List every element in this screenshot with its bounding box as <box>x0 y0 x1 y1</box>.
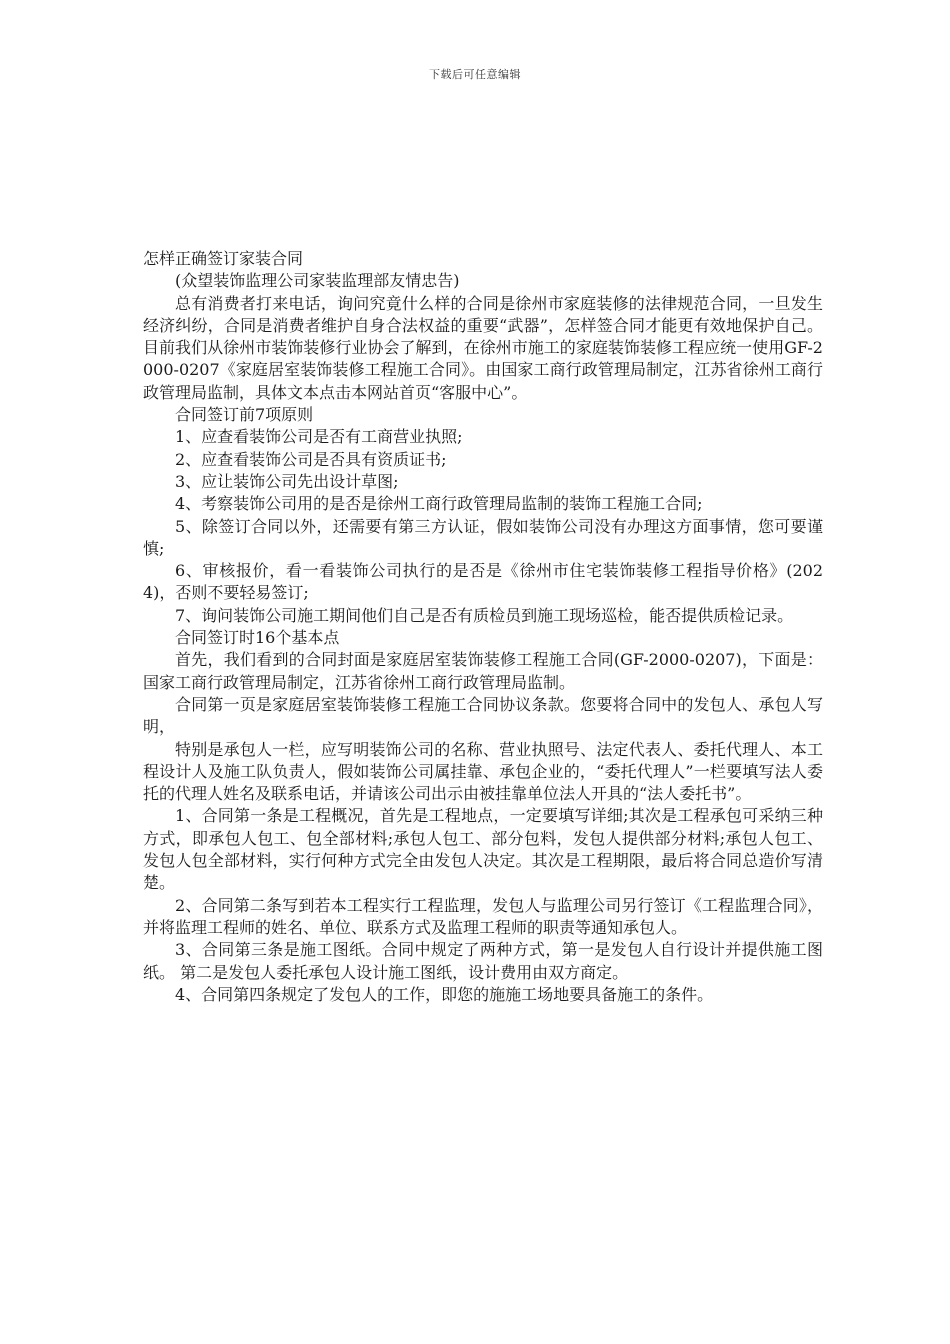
document-subtitle: (众望装饰监理公司家装监理部友情忠告) <box>175 271 460 291</box>
body-paragraph: 首先，我们看到的合同封面是家庭居室装饰装修工程施工合同(GF-2000-0207)，下面是：国家工商行政管理局制定，江苏省徐州工商行政管理局监制。 <box>143 650 823 692</box>
section-heading-principles: 合同签订前7项原则 <box>175 405 314 425</box>
document-title: 怎样正确签订家装合同 <box>143 249 304 268</box>
clause-item: 2、合同第二条写到若本工程实行工程监理，发包人与监理公司另行签订《工程监理合同》，并将监理工程师的姓名、单位、联系方式及监理工程师的职责等通知承包人。 <box>143 895 823 937</box>
intro-paragraph: 总有消费者打来电话，询问究竟什么样的合同是徐州市家庭装修的法律规范合同，一旦发生经济纠纷，合同是消费者维护自身合法权益的重要“武器”，怎样签合同才能更有效地保护自己。目前我们从徐州市装饰装修行业协会了解到，在徐州市施工的家庭装饰装修工程应统一使用GF-2000-0207《家庭居室装饰装修工程施工合同》。由国家工商行政管理局制定，江苏省徐州工商行政管理局监制，具体文本点击本网站首页“客服中心”。 <box>143 293 823 402</box>
principle-item: 2、应查看装饰公司是否具有资质证书; <box>175 449 447 469</box>
download-note: 下载后可任意编辑 <box>429 68 521 81</box>
principle-item: 1、应查看装饰公司是否有工商营业执照; <box>175 427 463 447</box>
principle-item: 4、考察装饰公司用的是否是徐州工商行政管理局监制的装饰工程施工合同; <box>175 494 703 514</box>
document-body <box>143 248 823 1006</box>
clause-item: 3、合同第三条是施工图纸。合同中规定了两种方式，第一是发包人自行设计并提供施工图纸。 第二是发包人委托承包人设计施工图纸，设计费用由双方商定。 <box>143 940 823 982</box>
body-paragraph: 合同第一页是家庭居室装饰装修工程施工合同协议条款。您要将合同中的发包人、承包人写明， <box>143 694 823 737</box>
clause-item: 1、合同第一条是工程概况，首先是工程地点，一定要填写详细;其次是工程承包可采纳三种方式，即承包人包工、包全部材料;承包人包工、部分包料，发包人提供部分材料;承包人包工、发包人包全部材料，实行何种方式完全由发包人决定。其次是工程期限，最后将合同总造价写清楚。 <box>143 806 823 893</box>
body-paragraph: 特别是承包人一栏，应写明装饰公司的名称、营业执照号、法定代表人、委托代理人、本工程设计人及施工队负责人，假如装饰公司属挂靠、承包企业的，“委托代理人”一栏要填写法人委托的代理人姓名及联系电话，并请该公司出示由被挂靠单位法人开具的“法人委托书”。 <box>143 739 823 804</box>
clause-item: 4、合同第四条规定了发包人的工作，即您的施施工场地要具备施工的条件。 <box>175 984 714 1004</box>
section-heading-points: 合同签订时16个基本点 <box>175 628 340 648</box>
principle-item: 6、审核报价，看一看装饰公司执行的是否是《徐州市住宅装饰装修工程指导价格》(2024)，否则不要轻易签订; <box>143 561 823 603</box>
principle-item: 5、除签订合同以外，还需要有第三方认证，假如装饰公司没有办理这方面事情，您可要谨慎; <box>143 516 823 558</box>
principle-item: 7、询问装饰公司施工期间他们自己是否有质检员到施工现场巡检，能否提供质检记录。 <box>175 605 794 625</box>
principle-item: 3、应让装饰公司先出设计草图; <box>175 471 399 491</box>
